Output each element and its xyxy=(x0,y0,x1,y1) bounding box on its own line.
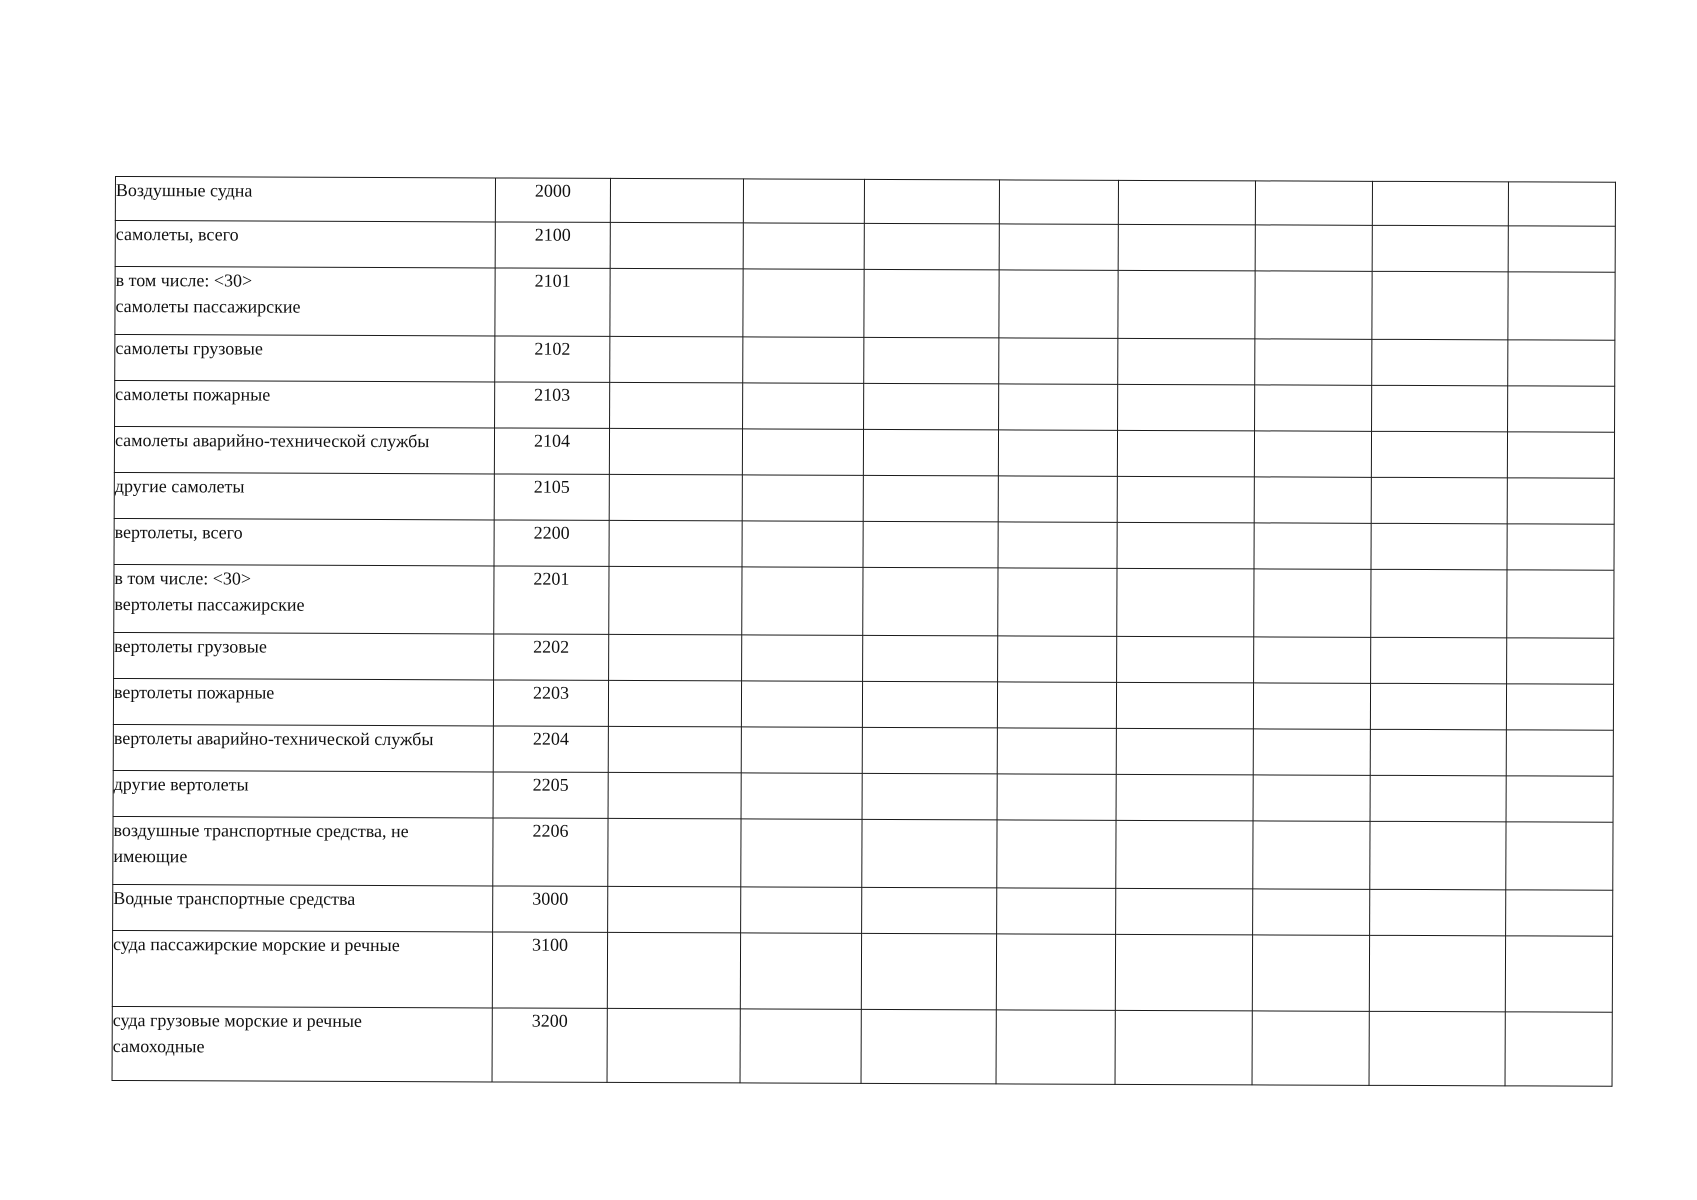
row-code: 3000 xyxy=(493,886,608,932)
data-cell[interactable] xyxy=(607,932,740,1009)
data-cell[interactable] xyxy=(741,727,862,773)
row-label: вертолеты грузовые xyxy=(114,632,494,679)
data-cell[interactable] xyxy=(1254,569,1371,637)
data-cell[interactable] xyxy=(741,887,862,933)
row-code: 2103 xyxy=(495,382,610,428)
data-cell[interactable] xyxy=(1506,730,1613,776)
data-cell[interactable] xyxy=(741,773,862,819)
table-row xyxy=(115,267,1615,341)
data-cell[interactable] xyxy=(1370,683,1506,730)
data-cell[interactable] xyxy=(608,680,741,727)
table-row xyxy=(115,381,1615,433)
data-cell[interactable] xyxy=(741,681,862,727)
data-cell[interactable] xyxy=(1370,821,1506,890)
data-cell[interactable] xyxy=(1507,432,1614,478)
table-row xyxy=(114,518,1614,570)
data-cell[interactable] xyxy=(608,818,741,887)
data-cell[interactable] xyxy=(609,474,742,521)
row-code: 3200 xyxy=(492,1008,607,1082)
row-label: Воздушные судна xyxy=(115,177,495,222)
data-cell[interactable] xyxy=(610,268,743,337)
data-cell[interactable] xyxy=(1253,889,1370,935)
data-cell[interactable] xyxy=(997,820,1116,888)
row-code: 2202 xyxy=(494,634,609,680)
data-cell[interactable] xyxy=(608,726,741,773)
data-cell[interactable] xyxy=(1505,1012,1612,1086)
data-cell[interactable] xyxy=(607,1008,740,1083)
data-cell[interactable] xyxy=(997,888,1116,934)
row-code: 2201 xyxy=(494,566,609,634)
table-body xyxy=(112,177,1615,1087)
data-cell[interactable] xyxy=(863,635,998,682)
data-cell[interactable] xyxy=(864,269,999,338)
row-code: 2105 xyxy=(494,474,609,520)
data-cell[interactable] xyxy=(998,568,1117,636)
data-cell[interactable] xyxy=(1372,181,1508,226)
data-cell[interactable] xyxy=(610,382,743,429)
data-cell[interactable] xyxy=(862,727,997,774)
data-cell[interactable] xyxy=(998,476,1117,522)
data-cell[interactable] xyxy=(741,819,862,887)
data-cell[interactable] xyxy=(1255,339,1372,385)
data-cell[interactable] xyxy=(1508,272,1615,340)
data-cell[interactable] xyxy=(1116,682,1253,729)
data-cell[interactable] xyxy=(999,270,1118,338)
data-cell[interactable] xyxy=(1253,775,1370,821)
data-cell[interactable] xyxy=(742,567,863,635)
row-label: самолеты, всего xyxy=(115,221,495,268)
data-cell[interactable] xyxy=(1253,729,1370,775)
data-cell[interactable] xyxy=(1372,271,1508,340)
data-cell[interactable] xyxy=(1371,523,1507,570)
data-cell[interactable] xyxy=(1255,385,1372,431)
row-code: 2200 xyxy=(494,520,609,566)
data-cell[interactable] xyxy=(1118,224,1255,271)
data-cell[interactable] xyxy=(1118,338,1255,385)
data-cell[interactable] xyxy=(863,429,998,476)
data-cell[interactable] xyxy=(608,886,741,933)
data-cell[interactable] xyxy=(861,933,996,1010)
row-code: 2104 xyxy=(494,428,609,474)
data-cell[interactable] xyxy=(743,337,864,383)
row-label: суда пассажирские морские и речные xyxy=(112,930,492,1007)
data-cell[interactable] xyxy=(1371,431,1507,478)
table-row xyxy=(114,564,1614,638)
data-cell[interactable] xyxy=(864,337,999,384)
data-cell[interactable] xyxy=(1255,225,1372,271)
data-cell[interactable] xyxy=(610,178,743,223)
row-label: вертолеты пожарные xyxy=(113,678,493,725)
data-cell[interactable] xyxy=(1370,729,1506,776)
row-label: самолеты аварийно-технической службы xyxy=(114,427,494,474)
row-label: суда грузовые морские и речные самоходные xyxy=(112,1006,492,1081)
data-cell[interactable] xyxy=(861,1009,996,1084)
row-code: 2206 xyxy=(493,818,608,886)
data-cell[interactable] xyxy=(743,223,864,269)
row-label: самолеты грузовые xyxy=(115,335,495,382)
data-cell[interactable] xyxy=(1370,889,1506,936)
data-cell[interactable] xyxy=(1117,568,1254,637)
table-row xyxy=(112,930,1612,1012)
table-row xyxy=(113,770,1613,822)
table-row xyxy=(112,1006,1612,1086)
table-row xyxy=(114,632,1614,684)
data-cell[interactable] xyxy=(1254,431,1371,477)
data-cell[interactable] xyxy=(1254,477,1371,523)
data-cell[interactable] xyxy=(608,772,741,819)
data-cell[interactable] xyxy=(999,180,1118,224)
data-cell[interactable] xyxy=(998,636,1117,682)
table-row xyxy=(113,884,1613,936)
data-cell[interactable] xyxy=(862,773,997,820)
data-cell[interactable] xyxy=(1508,226,1615,272)
data-cell[interactable] xyxy=(1118,384,1255,431)
data-cell[interactable] xyxy=(742,521,863,567)
data-cell[interactable] xyxy=(1255,271,1372,339)
row-label: вертолеты, всего xyxy=(114,518,494,565)
row-label: в том числе: <30> вертолеты пассажирские xyxy=(114,564,494,633)
data-cell[interactable] xyxy=(609,428,742,475)
data-cell[interactable] xyxy=(1253,821,1370,889)
data-cell[interactable] xyxy=(1117,636,1254,683)
data-cell[interactable] xyxy=(610,222,743,269)
row-label: Водные транспортные средства xyxy=(113,884,493,931)
row-label: в том числе: <30> самолеты пассажирские xyxy=(115,267,495,336)
data-cell[interactable] xyxy=(1118,270,1255,339)
data-cell[interactable] xyxy=(1508,340,1615,386)
data-cell[interactable] xyxy=(1372,339,1508,386)
data-cell[interactable] xyxy=(1505,936,1612,1012)
data-cell[interactable] xyxy=(1252,1011,1369,1085)
data-cell[interactable] xyxy=(1507,524,1614,570)
data-cell[interactable] xyxy=(999,384,1118,430)
data-cell[interactable] xyxy=(1115,934,1252,1011)
data-cell[interactable] xyxy=(1508,386,1615,432)
table-row xyxy=(115,335,1615,387)
data-cell[interactable] xyxy=(862,887,997,934)
row-code: 2102 xyxy=(495,336,610,382)
data-cell[interactable] xyxy=(1116,888,1253,935)
row-label: другие вертолеты xyxy=(113,770,493,817)
data-cell[interactable] xyxy=(609,520,742,567)
data-cell[interactable] xyxy=(609,566,742,635)
data-cell[interactable] xyxy=(1117,430,1254,477)
data-cell[interactable] xyxy=(862,819,997,888)
row-label: вертолеты аварийно-технической службы xyxy=(113,724,493,771)
data-cell[interactable] xyxy=(1115,1010,1252,1085)
data-cell[interactable] xyxy=(1254,637,1371,683)
data-cell[interactable] xyxy=(1116,774,1253,821)
row-code: 2203 xyxy=(493,680,608,726)
row-code: 3100 xyxy=(492,932,607,1008)
data-cell[interactable] xyxy=(864,383,999,430)
table-row xyxy=(113,724,1613,776)
data-cell[interactable] xyxy=(863,521,998,568)
data-cell[interactable] xyxy=(863,567,998,636)
data-cell[interactable] xyxy=(997,728,1116,774)
row-code: 2205 xyxy=(493,772,608,818)
data-cell[interactable] xyxy=(996,934,1115,1010)
data-cell[interactable] xyxy=(997,682,1116,728)
row-code: 2000 xyxy=(495,178,610,222)
data-cell[interactable] xyxy=(999,224,1118,270)
table-row xyxy=(113,816,1613,890)
row-code: 2101 xyxy=(495,268,610,336)
data-cell[interactable] xyxy=(743,179,864,223)
data-cell[interactable] xyxy=(1370,775,1506,822)
data-cell[interactable] xyxy=(609,634,742,681)
data-cell[interactable] xyxy=(1369,935,1505,1012)
data-cell[interactable] xyxy=(863,475,998,522)
data-cell[interactable] xyxy=(1371,569,1507,638)
data-cell[interactable] xyxy=(864,179,999,224)
form-sheet xyxy=(112,176,1615,1087)
data-cell[interactable] xyxy=(996,1010,1115,1084)
data-cell[interactable] xyxy=(743,269,864,337)
data-cell[interactable] xyxy=(997,774,1116,820)
data-cell[interactable] xyxy=(999,338,1118,384)
row-code: 2204 xyxy=(493,726,608,772)
data-cell[interactable] xyxy=(1508,182,1615,226)
data-cell[interactable] xyxy=(1118,180,1255,225)
data-cell[interactable] xyxy=(1117,522,1254,569)
data-cell[interactable] xyxy=(1116,728,1253,775)
data-cell[interactable] xyxy=(862,681,997,728)
data-cell[interactable] xyxy=(1506,776,1613,822)
data-cell[interactable] xyxy=(1507,478,1614,524)
table-row xyxy=(115,177,1615,227)
data-cell[interactable] xyxy=(740,933,861,1009)
row-label: воздушные транспортные средства, не имеющие xyxy=(113,816,493,885)
row-label: другие самолеты xyxy=(114,472,494,519)
row-code: 2100 xyxy=(495,222,610,268)
data-cell[interactable] xyxy=(1506,890,1613,936)
data-cell[interactable] xyxy=(1507,570,1614,638)
data-cell[interactable] xyxy=(1372,225,1508,272)
table-row xyxy=(114,472,1614,524)
table-row xyxy=(115,221,1615,273)
data-cell[interactable] xyxy=(742,635,863,681)
data-cell[interactable] xyxy=(1369,1011,1505,1086)
data-cell[interactable] xyxy=(1372,385,1508,432)
data-cell[interactable] xyxy=(1252,935,1369,1011)
data-cell[interactable] xyxy=(740,1009,861,1083)
data-cell[interactable] xyxy=(1506,684,1613,730)
data-cell[interactable] xyxy=(742,429,863,475)
data-cell[interactable] xyxy=(1253,683,1370,729)
table-row xyxy=(114,427,1614,479)
data-cell[interactable] xyxy=(864,223,999,270)
data-cell[interactable] xyxy=(743,383,864,429)
data-cell[interactable] xyxy=(1371,637,1507,684)
table-row xyxy=(113,678,1613,730)
vehicle-form-table xyxy=(112,176,1616,1087)
data-cell[interactable] xyxy=(742,475,863,521)
data-cell[interactable] xyxy=(1255,181,1372,225)
data-cell[interactable] xyxy=(610,336,743,383)
data-cell[interactable] xyxy=(1506,822,1613,890)
data-cell[interactable] xyxy=(1371,477,1507,524)
data-cell[interactable] xyxy=(1116,820,1253,889)
row-label: самолеты пожарные xyxy=(115,381,495,428)
data-cell[interactable] xyxy=(998,522,1117,568)
data-cell[interactable] xyxy=(1507,638,1614,684)
data-cell[interactable] xyxy=(998,430,1117,476)
data-cell[interactable] xyxy=(1254,523,1371,569)
data-cell[interactable] xyxy=(1117,476,1254,523)
